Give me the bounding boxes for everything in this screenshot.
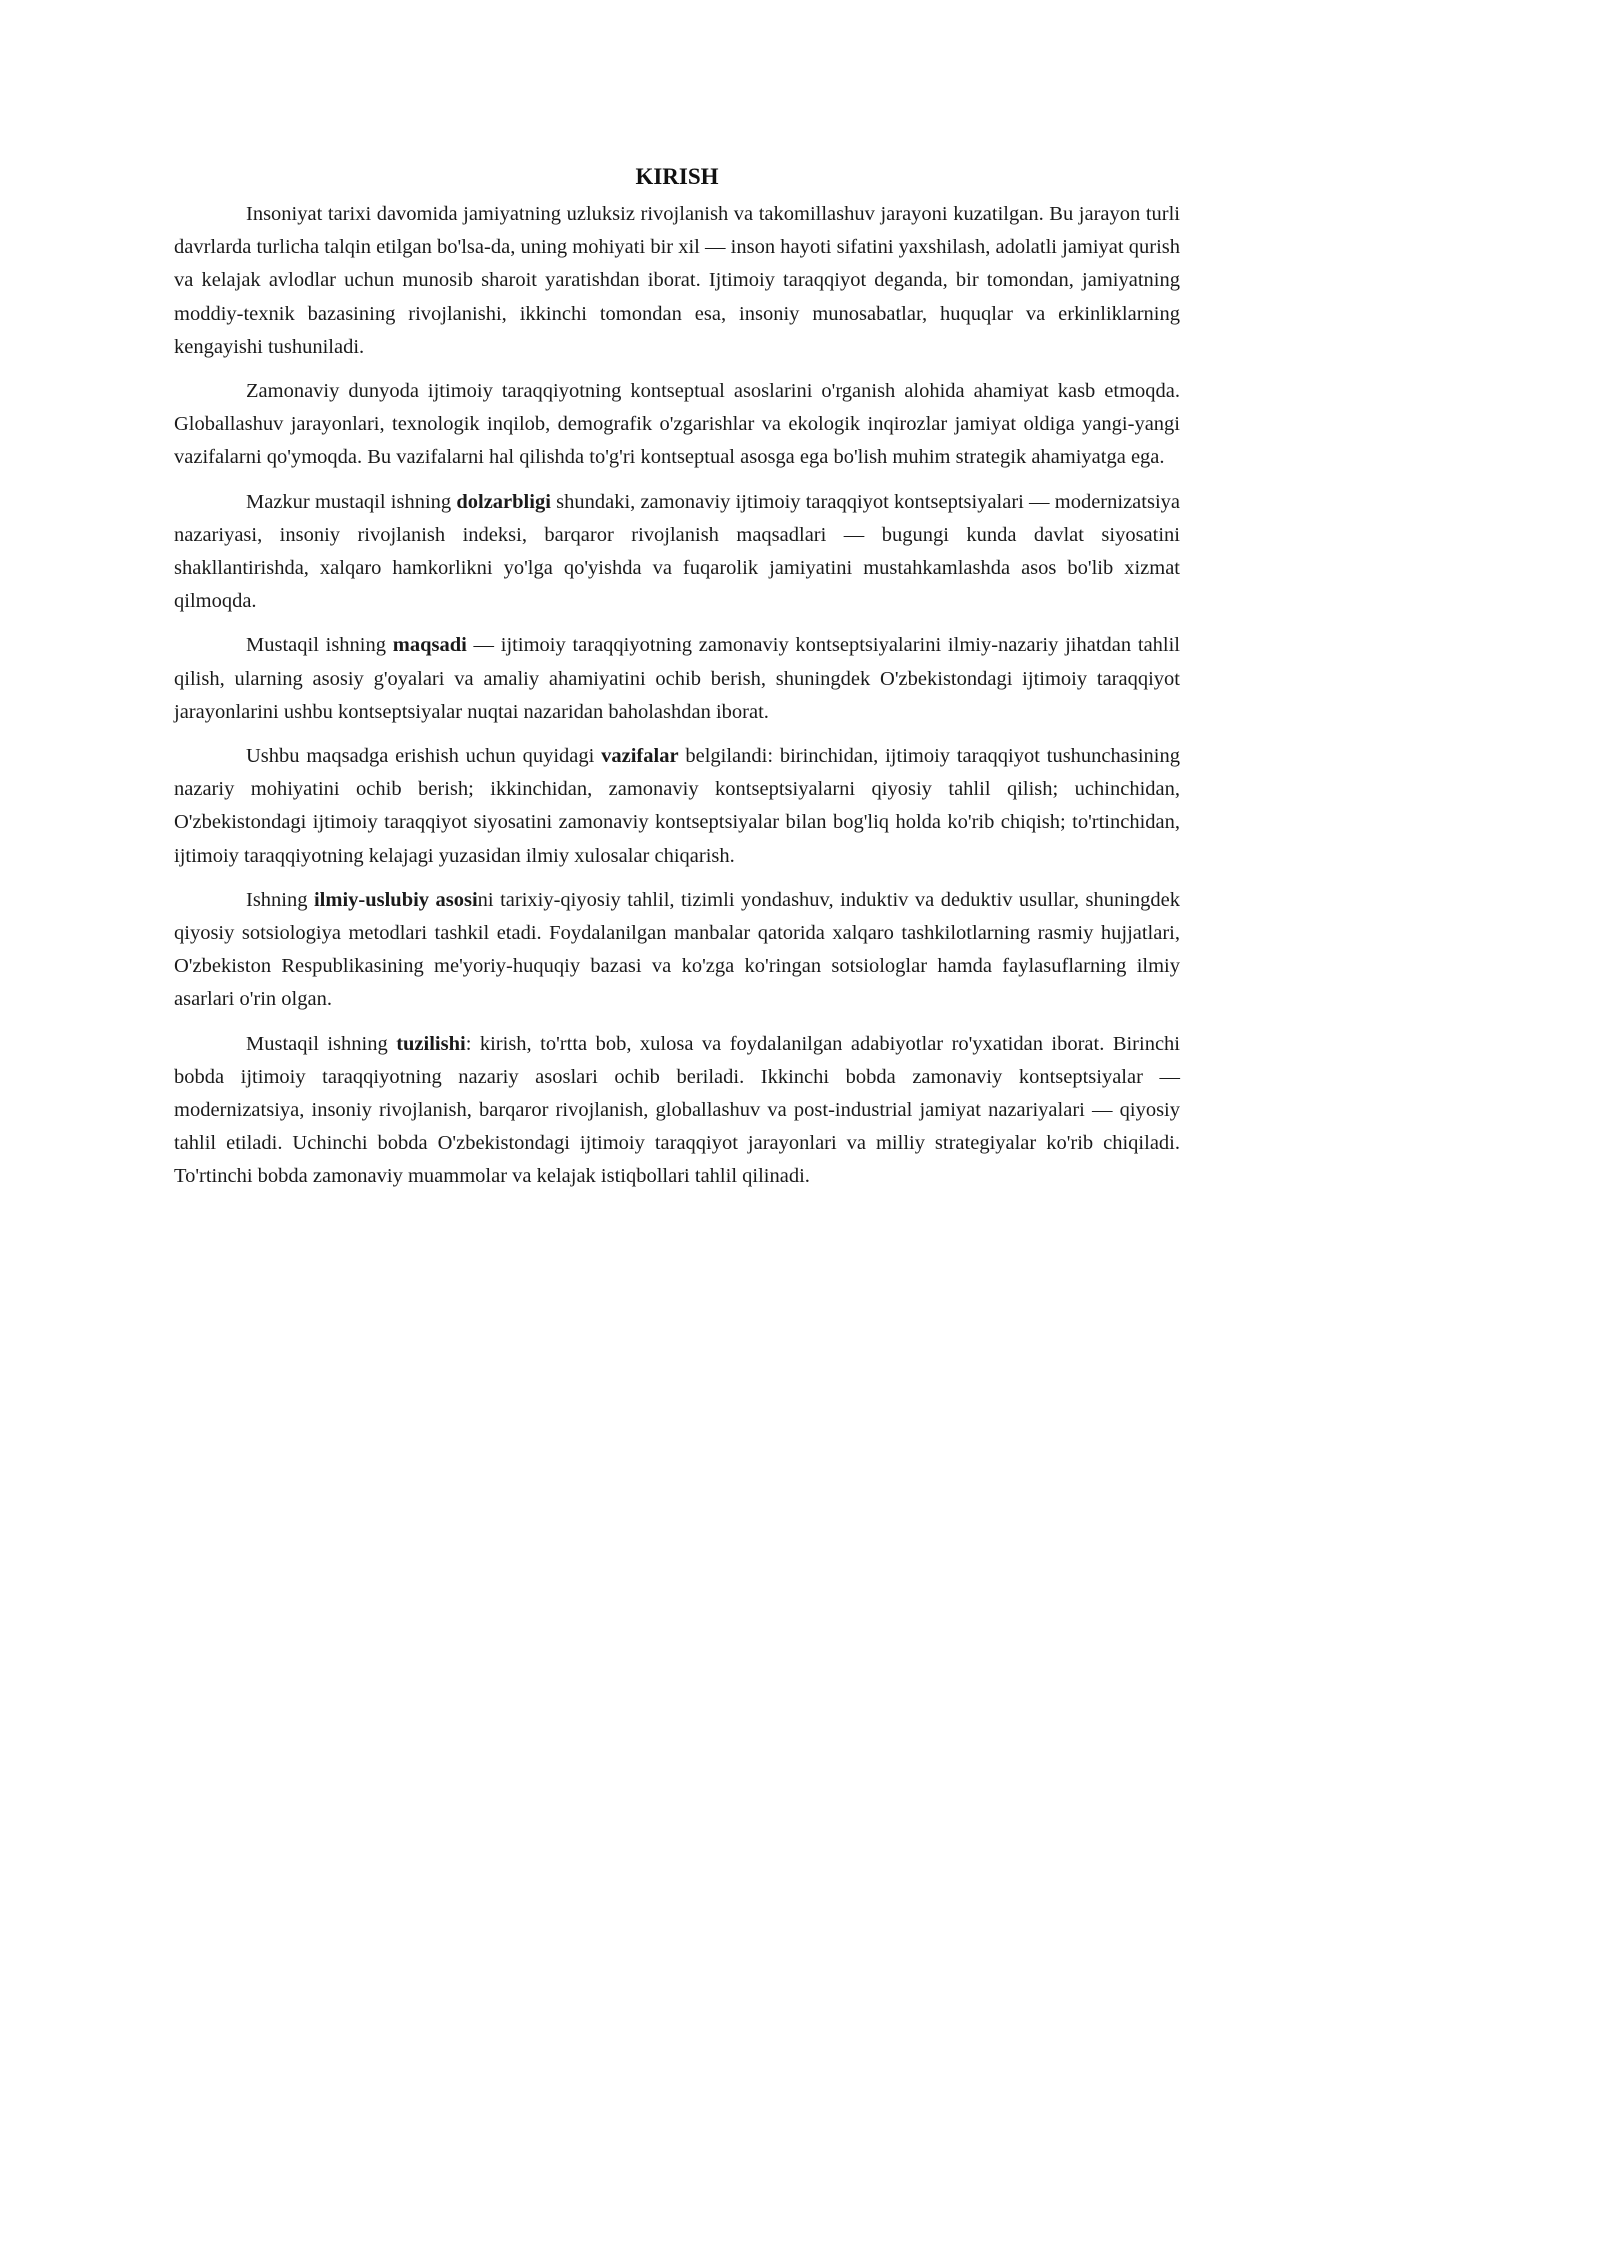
paragraph bbox=[174, 375, 1180, 475]
bold-term: vazifalar bbox=[601, 745, 679, 768]
bold-term: maqsadi bbox=[392, 634, 467, 657]
paragraph-text: : kirish, to'rtta bob, xulosa va foydalanilgan adabiyotlar ro'yxatidan iborat. Birinchi bobda ijtimoiy taraqqiyotning nazariy asoslari ochib beriladi. Ikkinchi bobda zamonaviy kontseptsiyalar — modernizatsiya, insoniy rivojlanish, barqaror rivojlanish, globallashuv va post-industrial jamiyat nazariyalari — qiyosiy tahlil etiladi. Uchinchi bobda O'zbekistondagi ijtimoiy taraqqiyot jarayonlari va milliy strategiyalar ko'rib chiqiladi. To'rtinchi bobda zamonaviy muammolar va kelajak istiqbollari tahlil qilinadi. bbox=[174, 1032, 1181, 1188]
paragraph-text: — ijtimoiy taraqqiyotning zamonaviy kontseptsiyalarini ilmiy-nazariy jihatdan tahlil qilish, ularning asosiy g'oyalari va amaliy ahamiyatini ochib berish, shuningdek O'zbekistondagi ijtimoiy taraqqiyot jarayonlarini ushbu kontseptsiyalar nuqtai nazaridan baholashdan iborat. bbox=[174, 634, 1181, 723]
paragraph-text: Mazkur mustaqil ishning bbox=[246, 490, 457, 513]
paragraph bbox=[174, 740, 1180, 873]
paragraph bbox=[174, 884, 1180, 1017]
paragraph bbox=[174, 486, 1180, 619]
bold-term: ilmiy-uslubiy asosi bbox=[313, 888, 478, 911]
paragraph-text: shundaki, zamonaviy ijtimoiy taraqqiyot kontseptsiyalari — modernizatsiya nazariyasi, insoniy rivojlanish indeksi, barqaror rivojlanish maqsadlari — bugungi kunda davlat siyosatini shakllantirishda, xalqaro hamkorlikni yo'lga qo'yishda va fuqarolik jamiyatini mustahkamlashda asos bo'lib xizmat qilmoqda. bbox=[174, 490, 1180, 613]
paragraph bbox=[174, 1028, 1180, 1194]
paragraph bbox=[174, 198, 1180, 364]
paragraph-text: belgilandi: birinchidan, ijtimoiy taraqqiyot tushunchasining nazariy mohiyatini ochib berish; ikkinchidan, zamonaviy kontseptsiyalarni qiyosiy tahlil qilish; uchinchidan, O'zbekistondagi ijtimoiy taraqqiyot siyosatini zamonaviy kontseptsiyalar bilan bog'liq holda ko'rib chiqish; to'rtinchidan, ijtimoiy taraqqiyotning kelajagi yuzasidan ilmiy xulosalar chiqarish. bbox=[174, 745, 1180, 867]
paragraph-text: Zamonaviy dunyoda ijtimoiy taraqqiyotning kontseptual asoslarini o'rganish alohida ahamiyat kasb etmoqda. Globallashuv jarayonlari, texnologik inqilob, demografik o'zgarishlar va ekologik inqirozlar jamiyat oldiga yangi-yangi vazifalarni qo'ymoqda. Bu vazifalarni hal qilishda to'g'ri kontseptual asosga ega bo'lish muhim strategik ahamiyatga ega. bbox=[174, 380, 1180, 469]
bold-term: tuzilishi bbox=[396, 1032, 466, 1055]
paragraph-text: Mustaqil ishning bbox=[246, 1032, 397, 1055]
paragraph bbox=[174, 629, 1180, 729]
paragraph-text: Ushbu maqsadga erishish uchun quyidagi bbox=[246, 745, 602, 768]
section-title: KIRISH bbox=[635, 164, 719, 189]
paragraph-text: Mustaqil ishning bbox=[246, 634, 393, 657]
paragraph-text: ni tarixiy-qiyosiy tahlil, tizimli yondashuv, induktiv va deduktiv usullar, shuningdek qiyosiy sotsiologiya metodlari tashkil etadi. Foydalanilgan manbalar qatorida xalqaro tashkilotlarning rasmiy hujjatlari, O'zbekiston Respublikasining me'yoriy-huquqiy bazasi va ko'zga ko'ringan sotsiologlar hamda faylasuflarning ilmiy asarlari o'rin olgan. bbox=[174, 888, 1181, 1011]
paragraph-text: Insoniyat tarixi davomida jamiyatning uzluksiz rivojlanish va takomillashuv jarayoni kuzatilgan. Bu jarayon turli davrlarda turlicha talqin etilgan bo'lsa-da, uning mohiyati bir xil — inson hayoti sifatini yaxshilash, adolatli jamiyat qurish va kelajak avlodlar uchun munosib sharoit yaratishdan iborat. Ijtimoiy taraqqiyot deganda, bir tomondan, jamiyatning moddiy-texnik bazasining rivojlanishi, ikkinchi tomondan esa, insoniy munosabatlar, huquqlar va erkinliklarning kengayishi tushuniladi. bbox=[174, 203, 1180, 358]
document-body bbox=[174, 150, 1180, 1205]
paragraph-text: Ishning bbox=[246, 888, 314, 911]
bold-term: dolzarbligi bbox=[456, 490, 551, 513]
